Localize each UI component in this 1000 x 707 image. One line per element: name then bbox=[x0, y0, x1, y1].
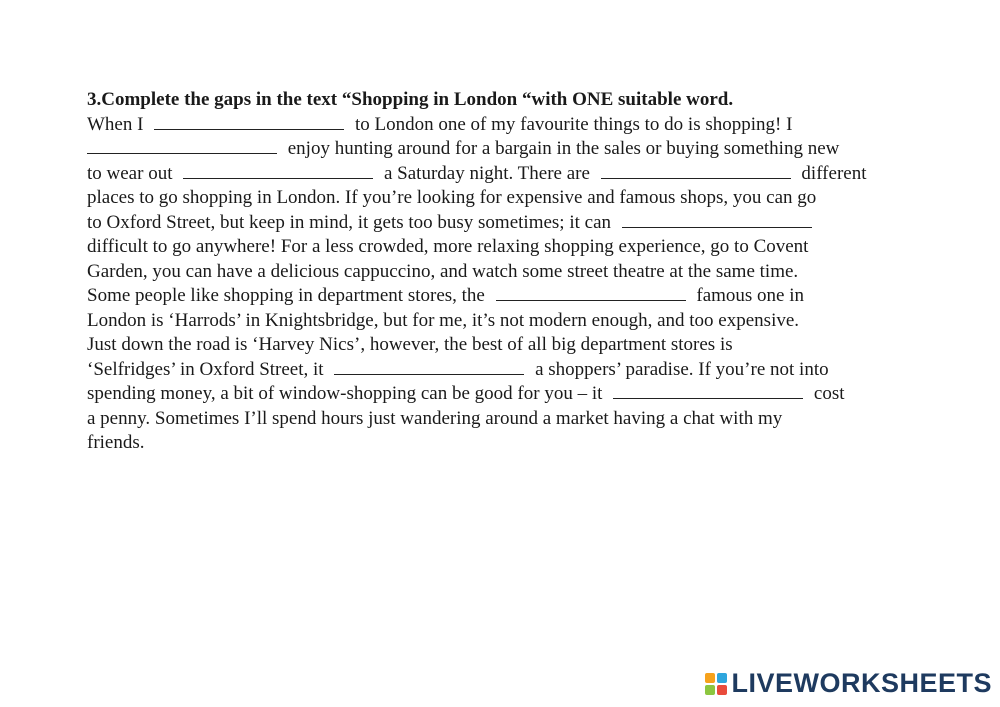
text-segment: ‘Selfridges’ in Oxford Street, it bbox=[87, 358, 329, 380]
worksheet-content bbox=[87, 88, 927, 456]
gap-input-4[interactable] bbox=[601, 163, 791, 179]
text-segment: Garden, you can have a delicious cappuccino, and watch some street theatre at the same time. bbox=[87, 260, 799, 282]
text-segment: Just down the road is ‘Harvey Nics’, however, the best of all big department stores is bbox=[87, 334, 733, 355]
text-line-10 bbox=[87, 333, 927, 358]
text-segment: friends. bbox=[87, 432, 145, 453]
gap-input-3[interactable] bbox=[183, 163, 373, 179]
text-line-4 bbox=[87, 186, 927, 211]
text-segment: spending money, a bit of window-shopping can be good for you – it bbox=[87, 383, 608, 404]
text-segment: difficult to go anywhere! For a less crowded, more relaxing shopping experience, go to Covent bbox=[87, 236, 809, 257]
text-segment: When I bbox=[87, 113, 149, 135]
text-segment: to Oxford Street, but keep in mind, it gets too busy sometimes; it can bbox=[87, 211, 616, 233]
text-segment: places to go shopping in London. If you’re looking for expensive and famous shops, you can go bbox=[87, 187, 817, 208]
text-line-5 bbox=[87, 211, 927, 236]
text-segment: Some people like shopping in department stores, the bbox=[87, 285, 490, 306]
text-line-13 bbox=[87, 407, 927, 432]
logo-blocks-icon bbox=[705, 673, 727, 695]
text-line-11 bbox=[87, 358, 927, 383]
liveworksheets-logo bbox=[705, 668, 992, 699]
logo-block bbox=[705, 673, 715, 683]
exercise-title: 3.Complete the gaps in the text “Shopping in London “with ONE suitable word. bbox=[87, 89, 734, 110]
text-segment: famous one in bbox=[691, 285, 805, 306]
text-segment: a shoppers’ paradise. If you’re not into bbox=[530, 358, 829, 380]
text-line-3 bbox=[87, 162, 927, 187]
gap-input-2[interactable] bbox=[87, 138, 277, 154]
logo-block bbox=[717, 673, 727, 683]
text-line-8 bbox=[87, 284, 927, 309]
gap-input-7[interactable] bbox=[334, 359, 524, 375]
text-line-9 bbox=[87, 309, 927, 334]
text-segment: London is ‘Harrods’ in Knightsbridge, but for me, it’s not modern enough, and too expensive. bbox=[87, 309, 800, 331]
text-line-14 bbox=[87, 431, 927, 456]
text-line-2 bbox=[87, 137, 927, 162]
gap-input-5[interactable] bbox=[622, 212, 812, 228]
text-segment: to London one of my favourite things to do is shopping! I bbox=[350, 113, 793, 135]
gap-input-8[interactable] bbox=[613, 383, 803, 399]
gap-input-1[interactable] bbox=[154, 114, 344, 130]
text-segment: enjoy hunting around for a bargain in the sales or buying something new bbox=[283, 138, 840, 159]
gap-input-6[interactable] bbox=[496, 285, 686, 301]
logo-text: LIVEWORKSHEETS bbox=[731, 668, 992, 698]
text-segment: a Saturday night. There are bbox=[379, 162, 595, 184]
text-segment: a penny. Sometimes I’ll spend hours just wandering around a market having a chat with my bbox=[87, 407, 783, 429]
text-segment: to wear out bbox=[87, 162, 178, 184]
text-line-12 bbox=[87, 382, 927, 407]
text-segment: different bbox=[796, 162, 867, 184]
text-segment: cost bbox=[809, 383, 845, 404]
logo-block bbox=[705, 685, 715, 695]
text-line-1 bbox=[87, 113, 927, 138]
text-line-7 bbox=[87, 260, 927, 285]
text-line-6 bbox=[87, 235, 927, 260]
logo-block bbox=[717, 685, 727, 695]
